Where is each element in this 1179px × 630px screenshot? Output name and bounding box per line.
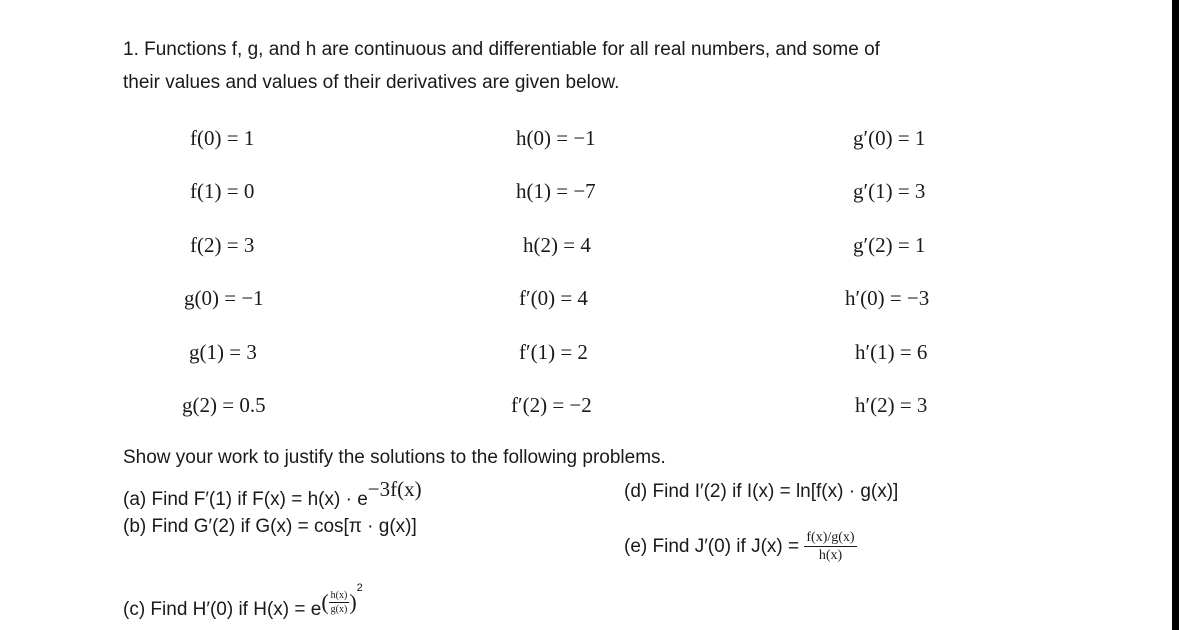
intro-line-2: their values and values of their derivatives are given below. [123,72,620,93]
value-hp2: h′(2) = 3 [855,393,928,417]
problem-c-exp-denominator: g(x) [330,603,348,615]
problem-a [123,477,422,511]
value-fp1: f′(1) = 2 [519,340,588,364]
value-gp2: g′(2) = 1 [853,233,926,257]
instructions: Show your work to justify the solutions to the following problems. [123,447,666,468]
problem-e-numerator: f(x)/g(x) [804,530,856,547]
value-gp0: g′(0) = 1 [853,126,926,150]
value-g0: g(0) = −1 [184,286,264,310]
value-h0: h(0) = −1 [516,126,596,150]
value-h2: h(2) = 4 [523,233,591,257]
value-hp0: h′(0) = −3 [845,286,930,310]
value-hp1: h′(1) = 6 [855,340,928,364]
value-fp2: f′(2) = −2 [511,393,592,417]
problem-b-text: (b) Find G′(2) if G(x) = cos[π · g(x)] [123,516,417,537]
problem-a-text: (a) Find F′(1) if F(x) = h(x) · e [123,489,368,510]
problem-b [123,516,417,538]
problem-e-denominator: h(x) [818,548,843,564]
problem-c-text: (c) Find H′(0) if H(x) = e [123,599,322,620]
value-g2: g(2) = 0.5 [182,393,266,417]
problem-c-exp-numerator: h(x) [330,589,348,601]
value-f1: f(1) = 0 [190,179,255,203]
problem-a-exponent: −3f(x) [367,477,422,501]
problem-e-text: (e) Find J′(0) if J(x) = [624,535,805,557]
value-f0: f(0) = 1 [190,126,255,150]
value-g1: g(1) = 3 [189,340,257,364]
problem-d-text: (d) Find I′(2) if I(x) = ln[f(x) · g(x)] [624,481,899,502]
problem-d [624,481,898,503]
problem-c-exp-power: 2 [356,582,363,594]
problem-c-exponent-fraction [329,590,350,615]
value-h1: h(1) = −7 [516,179,596,203]
value-gp1: g′(1) = 3 [853,179,926,203]
intro-line-1: 1. Functions f, g, and h are continuous and differentiable for all real numbers, and some of [123,39,880,60]
problem-c-exponent: ( $\frac{h(x)}{g(x)}$ )2 [321,582,363,615]
problem-e-fraction [804,530,856,564]
problem-c [123,582,363,621]
problem-e [624,530,857,564]
value-f2: f(2) = 3 [190,233,255,257]
value-fp0: f′(0) = 4 [519,286,588,310]
